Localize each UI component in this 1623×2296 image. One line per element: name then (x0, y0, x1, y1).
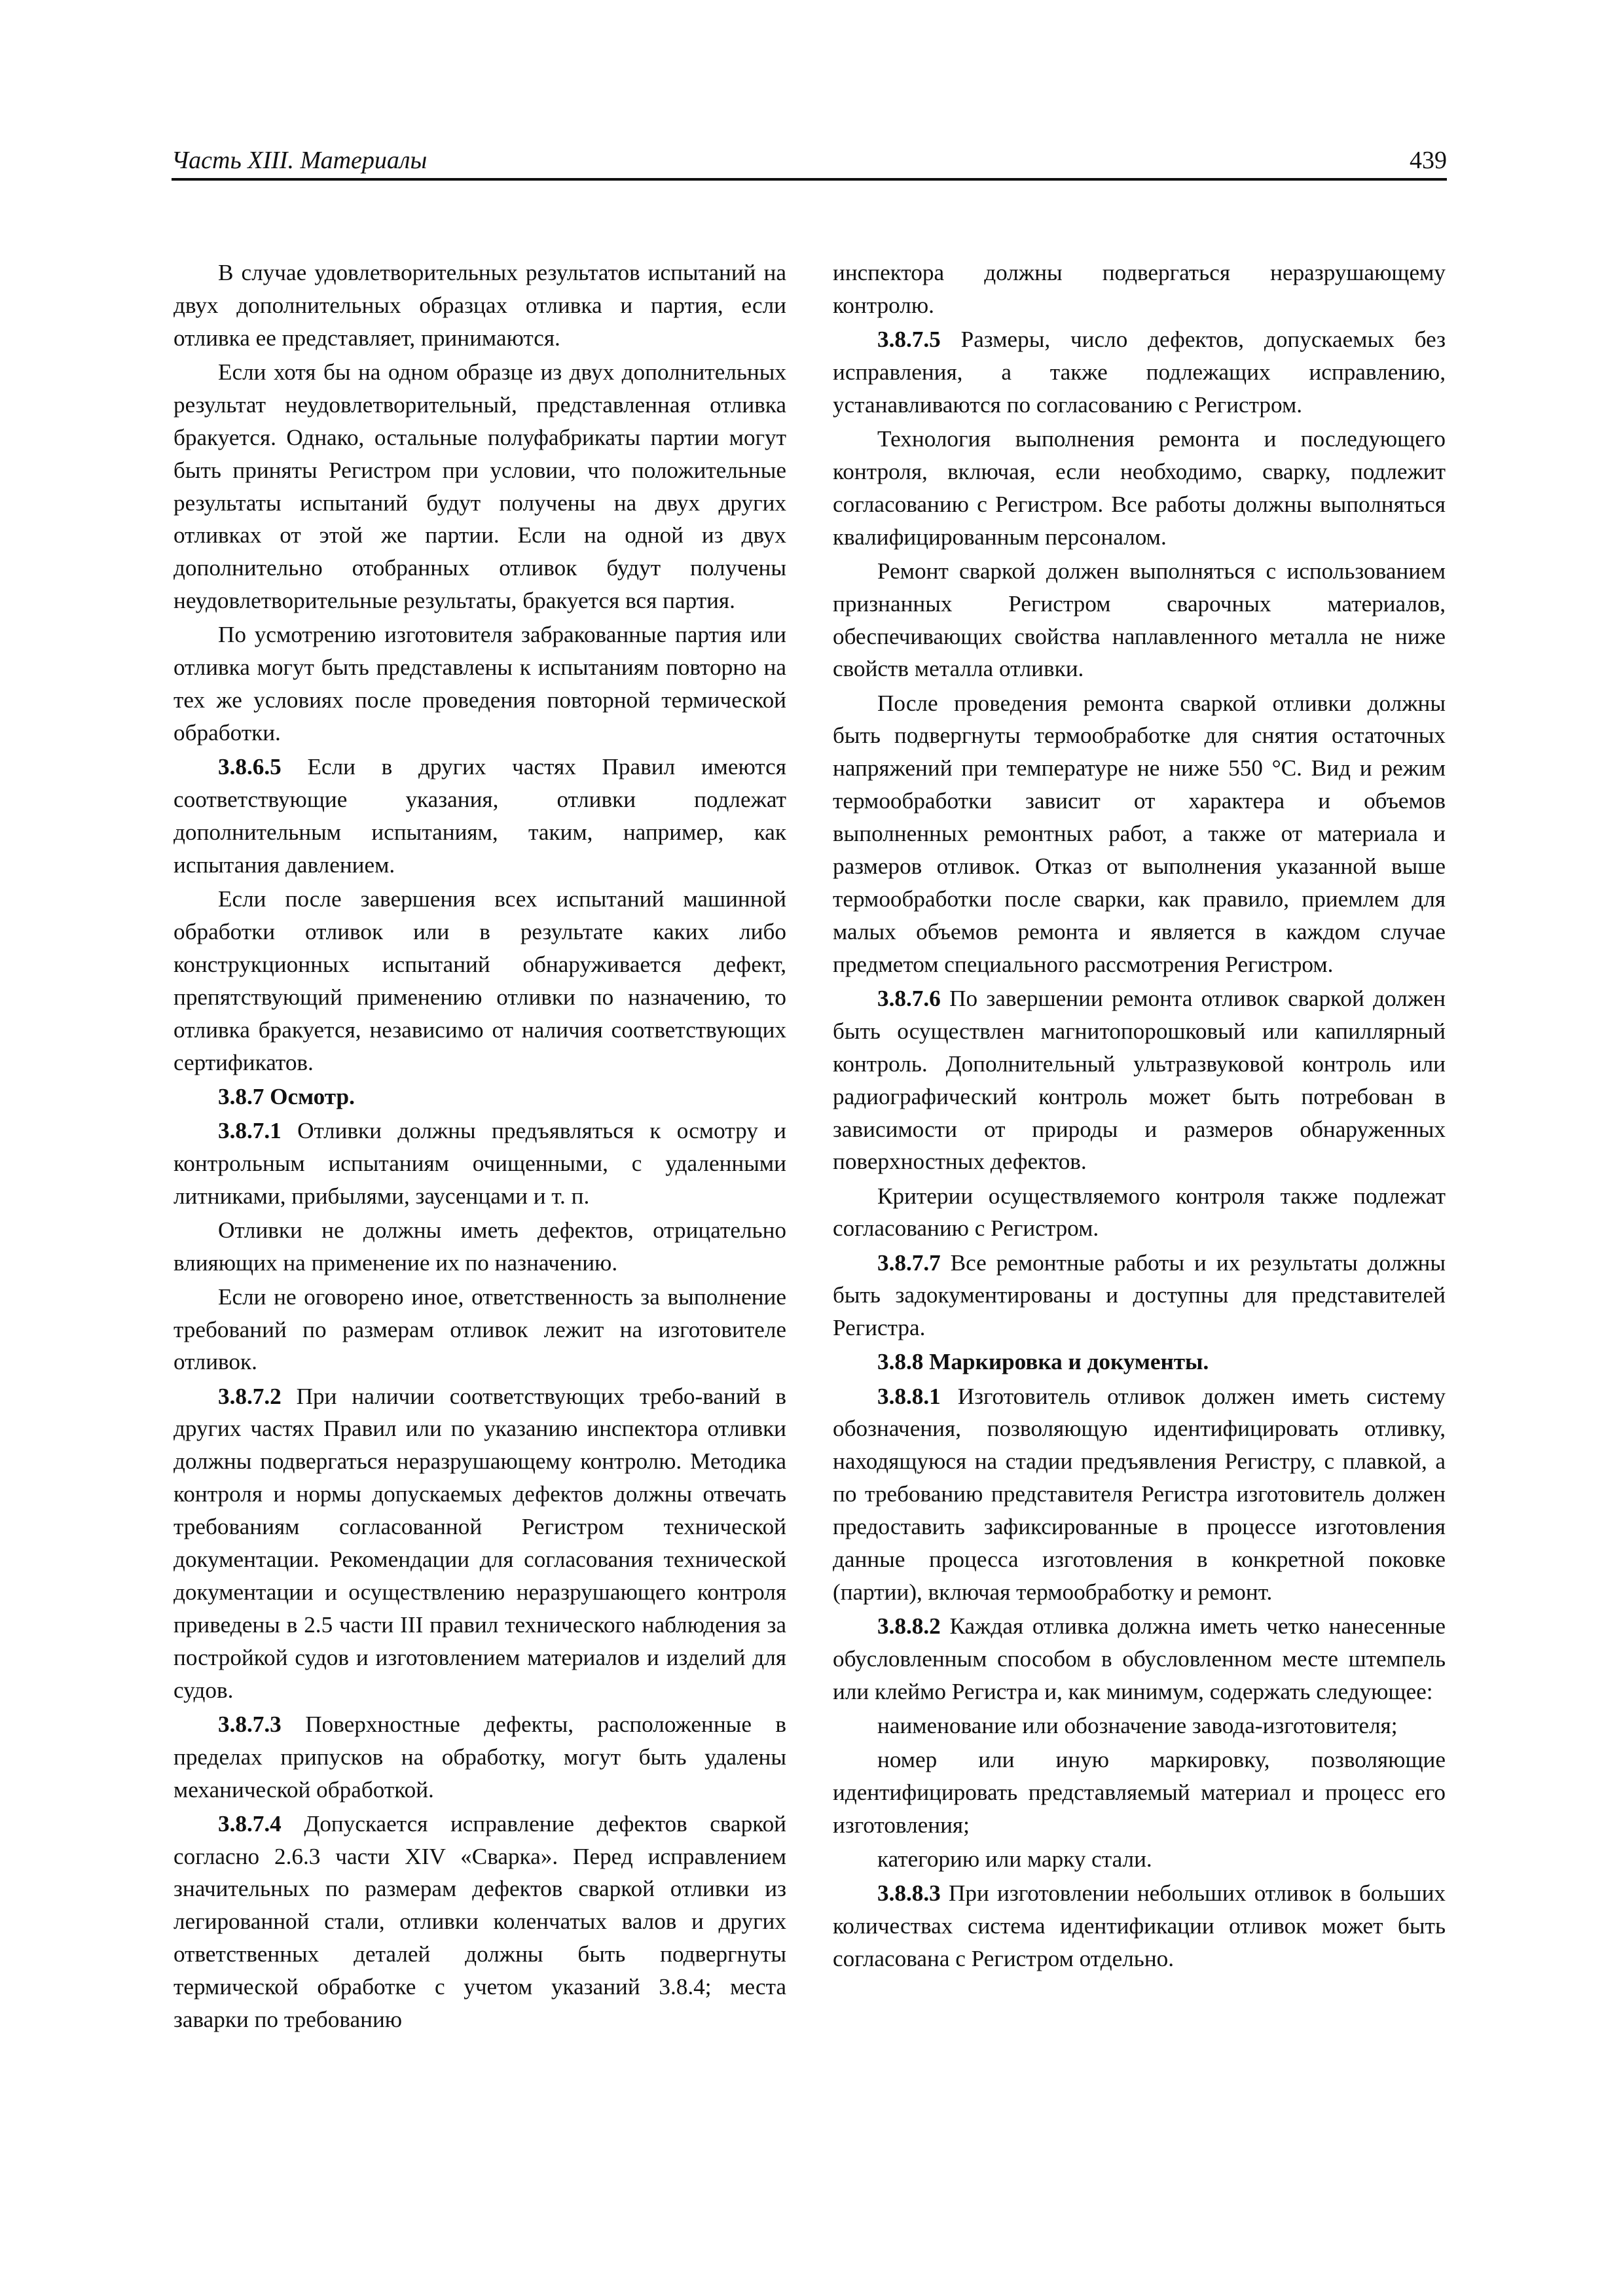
header-rule (172, 178, 1447, 181)
paragraph-3-8-7-1 (173, 1115, 786, 1213)
clause-number: 3.8.7.2 (218, 1383, 282, 1409)
paragraph-3-8-8-2 (833, 1610, 1446, 1708)
paragraph-3-8-6-5 (173, 751, 786, 882)
paragraph: Критерии осуществляемого контроля также подлежат согласованию с Регистром. (833, 1183, 1446, 1242)
clause-number: 3.8.7.1 (218, 1117, 282, 1143)
page-header (172, 145, 1447, 179)
section-heading-3-8-7 (173, 1081, 786, 1113)
clause-text: Размеры, число дефектов, допускаемых без исправления, а также подлежащих исправлению, устанавливаются по согласованию с Регистром. (833, 327, 1446, 418)
running-head: Часть XIII. Материалы (172, 147, 428, 174)
paragraph-3-8-7-7 (833, 1247, 1446, 1345)
clause-number: 3.8.6.5 (218, 754, 282, 780)
clause-text: При наличии соответствующих требо-ваний в других частях Правил или по указанию инспектора отливки должны подвергаться неразрушающему контролю. Методика контроля и нормы допускаемых дефектов должны отвечать требованиям согласованной Регистром технической документации. Рекомендации для согласования технической документации и осуществлению неразрушающего контроля приведены в 2.5 части III правил технического наблюдения за постройкой судов и изготовлением материалов и изделий для судов. (173, 1383, 786, 1703)
heading-text: 3.8.8 Маркировка и документы. (877, 1349, 1209, 1375)
paragraph-3-8-7-6 (833, 982, 1446, 1178)
clause-number: 3.8.8.2 (877, 1613, 941, 1640)
page-number: 439 (1410, 147, 1447, 174)
paragraph-3-8-7-3 (173, 1708, 786, 1806)
paragraph: Если не оговорено иное, ответственность за выполнение требований по размерам отливок лежит на изготовителе отливок. (173, 1283, 786, 1375)
clause-number: 3.8.8.3 (877, 1880, 941, 1907)
clause-text: Каждая отливка должна иметь четко нанесенные обусловленным способом в обусловленном месте штемпель или клеймо Регистра и, как минимум, содержать следующее: (833, 1613, 1446, 1704)
clause-text: Изготовитель отливок должен иметь систему обозначения, позволяющую идентифицировать отливку, находящуюся на стадии предъявления Регистру, с плавкой, а по требованию представителя Регистра изготовитель должен предоставить зафиксированные в процессе изготовления данные процесса изготовления в конкретной поковке (партии), включая термообработку и ремонт. (833, 1383, 1446, 1605)
paragraph-3-8-7-5 (833, 323, 1446, 422)
paragraph: После проведения ремонта сваркой отливки должны быть подвергнуты термообработке для снятия остаточных напряжений при температуре не ниже 550 °С. Вид и режим термообработки зависит от характера и объемов выполненных ремонтных работ, а также от материала и размеров отливок. Отказ от выполнения указанной выше термообработки после сварки, как правило, приемлем для малых объемов ремонта и является в каждом случае предметом специального рассмотрения Регистром. (833, 690, 1446, 977)
paragraph: В случае удовлетворительных результатов испытаний на двух дополнительных образцах отливка и партия, если отливка ее представляет, принимаются. (173, 260, 786, 351)
paragraph: Если хотя бы на одном образце из двух дополнительных результат неудовлетворительный, представленная отливка бракуется. Однако, остальные полуфабрикаты партии могут быть приняты Регистром при условии, что положительные результаты испытаний будут получены на двух других отливках от этой же партии. Если на одной из двух дополнительно отобранных отливок будут получены неудовлетворительные результаты, бракуется вся партия. (173, 359, 786, 614)
clause-number: 3.8.7.6 (877, 985, 941, 1011)
list-item: категорию или марку стали. (877, 1846, 1152, 1872)
clause-number: 3.8.7.5 (877, 327, 941, 352)
clause-text: По завершении ремонта отливок сваркой должен быть осуществлен магнитопорошковый или капиллярный контроль. Дополнительный ультразвуковой контроль или радиографический контроль может быть потребован в зависимости от природы и размеров обнаруженных поверхностных дефектов. (833, 985, 1446, 1175)
paragraph-continued: инспектора должны подвергаться неразрушающему контролю. (833, 260, 1446, 318)
clause-number: 3.8.7.4 (218, 1810, 282, 1837)
paragraph: Если после завершения всех испытаний машинной обработки отливок или в результате каких либо конструкционных испытаний обнаруживается дефект, препятствующий применению отливки по назначению, то отливка бракуется, независимо от наличия соответствующих сертификатов. (173, 886, 786, 1075)
paragraph-3-8-7-2 (173, 1380, 786, 1707)
paragraph-3-8-8-3 (833, 1877, 1446, 1975)
paragraph: Ремонт сваркой должен выполняться с использованием признанных Регистром сварочных материалов, обеспечивающих свойства наплавленного металла не ниже свойств металла отливки. (833, 558, 1446, 682)
clause-text: Поверхностные дефекты, расположенные в пределах припусков на обработку, могут быть удалены механической обработкой. (173, 1711, 786, 1803)
paragraph: По усмотрению изготовителя забракованные партия или отливка могут быть представлены к испытаниям повторно на тех же условиях после проведения повторной термической обработки. (173, 622, 786, 746)
paragraph-3-8-7-4 (173, 1808, 786, 2036)
paragraph: Технология выполнения ремонта и последующего контроля, включая, если необходимо, сварку, подлежит согласованию с Регистром. Все работы должны выполняться квалифицированным персоналом. (833, 425, 1446, 550)
list-item: наименование или обозначение завода-изготовителя; (877, 1712, 1398, 1738)
clause-text: Если в других частях Правил имеются соответствующие указания, отливки подлежат дополнительным испытаниям, таким, например, как испытания давлением. (173, 754, 786, 878)
paragraph: Отливки не должны иметь дефектов, отрицательно влияющих на применение их по назначению. (173, 1217, 786, 1276)
right-column (833, 257, 1446, 1977)
clause-text: Все ремонтные работы и их результаты должны быть задокументированы и доступны для представителей Регистра. (833, 1249, 1446, 1341)
clause-text: Допускается исправление дефектов сваркой согласно 2.6.3 части XIV «Сварка». Перед исправлением значительных по размерам дефектов сваркой отливки из легированной стали, отливки коленчатых валов и других ответственных деталей должны быть подвергнуты термической обработке с учетом указаний 3.8.4; места заварки по требованию (173, 1810, 786, 2033)
list-item: номер или иную маркировку, позволяющие идентифицировать представляемый материал и процесс его изготовления; (833, 1747, 1446, 1838)
clause-text: Отливки должны предъявляться к осмотру и контрольным испытаниям очищенными, с удаленными литниками, прибылями, заусенцами и т. п. (173, 1117, 786, 1209)
heading-text: 3.8.7 Осмотр. (218, 1083, 355, 1109)
section-heading-3-8-8 (833, 1346, 1446, 1378)
clause-text: При изготовлении небольших отливок в больших количествах система идентификации отливок может быть согласована с Регистром отдельно. (833, 1880, 1446, 1971)
clause-number: 3.8.7.7 (877, 1249, 941, 1276)
clause-number: 3.8.8.1 (877, 1383, 941, 1409)
paragraph-3-8-8-1 (833, 1380, 1446, 1609)
clause-number: 3.8.7.3 (218, 1711, 282, 1737)
left-column (173, 257, 786, 2037)
